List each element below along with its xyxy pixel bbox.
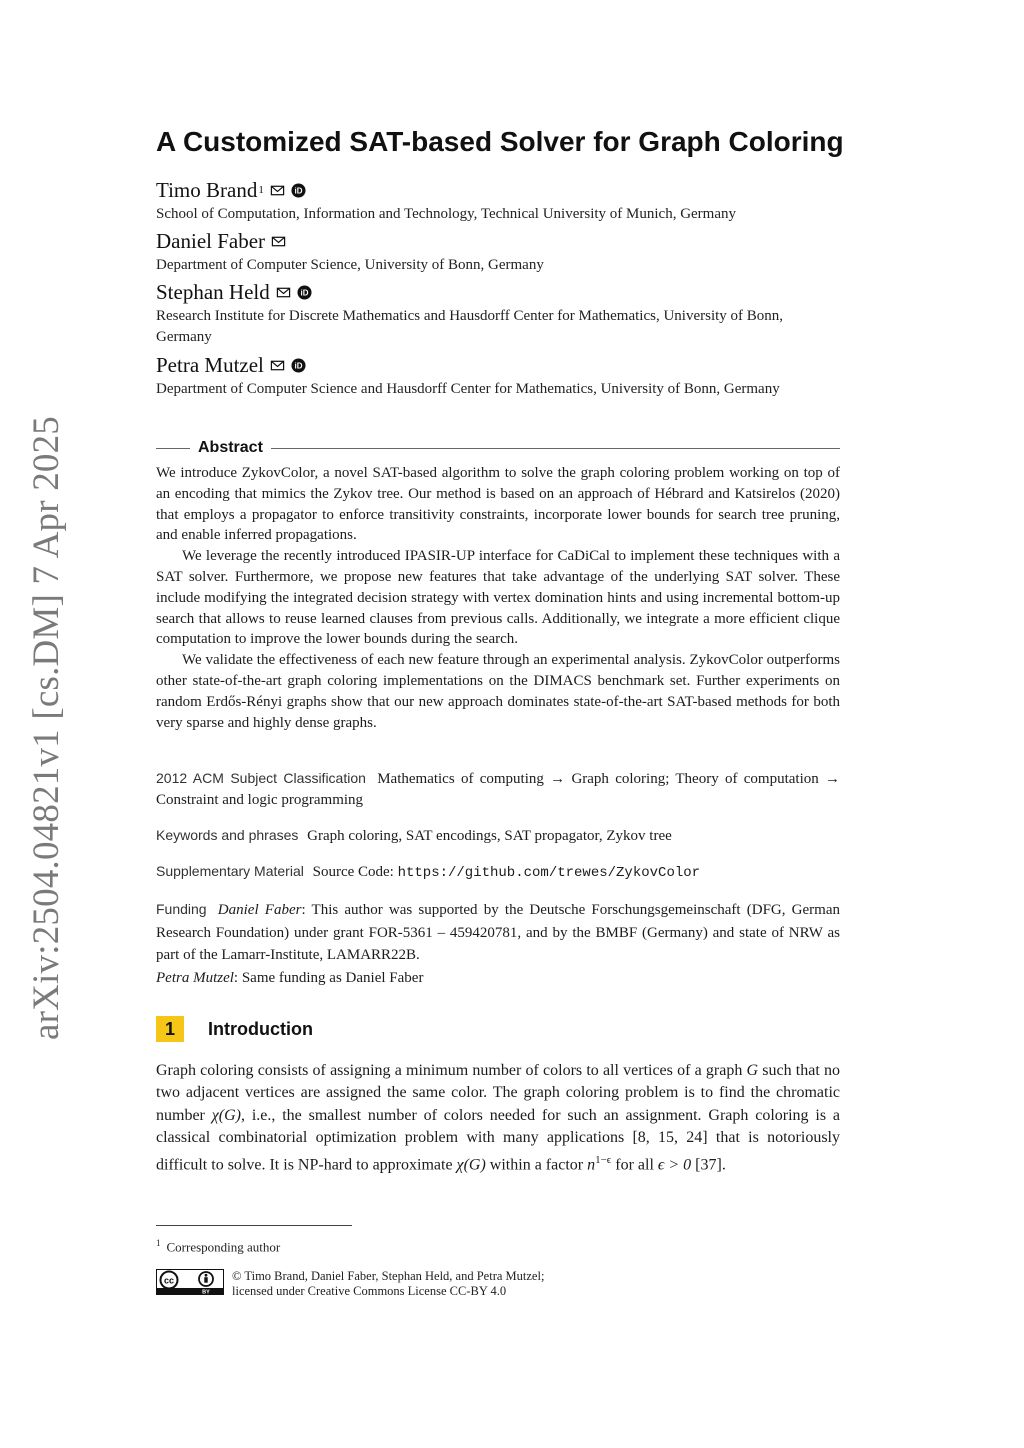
section-title: Introduction: [208, 1018, 313, 1039]
license-text: [232, 1269, 544, 1298]
math-chi: χ(G): [211, 1106, 241, 1124]
intro-text: Graph coloring consists of assigning a minimum number of colors to all vertices of a graph: [156, 1062, 747, 1079]
funding-text: : Same funding as Daniel Faber: [233, 969, 424, 986]
abstract-heading: [156, 438, 840, 458]
svg-text:iD: iD: [300, 288, 309, 298]
footnote-mark: 1: [156, 1238, 161, 1248]
intro-text: , i.e., the smallest number of colors needed for such an assignment. Graph coloring is a classical combinatorial optimization problem with many applications [8, 15, 24] that is notoriously difficult to solve. It is NP-hard to approximate: [156, 1106, 841, 1174]
author-name-line: [156, 178, 840, 202]
keywords: [156, 825, 840, 847]
math-n: n: [587, 1156, 596, 1174]
math-exponent: 1−ϵ: [595, 1154, 612, 1167]
email-icon[interactable]: [271, 234, 286, 249]
footnote-rule: [156, 1225, 352, 1226]
license-copyright: © Timo Brand, Daniel Faber, Stephan Held, and Petra Mutzel;: [232, 1269, 545, 1283]
orcid-icon[interactable]: [297, 285, 312, 300]
section-number-badge: 1: [156, 1016, 184, 1042]
funding-name: Daniel Faber: [217, 902, 302, 918]
intro-text: [37].: [691, 1156, 726, 1174]
abstract-body: [156, 463, 840, 733]
orcid-icon[interactable]: [291, 183, 306, 198]
footnote: [156, 1238, 280, 1255]
svg-text:iD: iD: [294, 186, 303, 196]
paper-title: A Customized SAT-based Solver for Graph Coloring: [156, 126, 844, 157]
abstract-paragraph: We validate the effectiveness of each new feature through an experimental analysis. ZykovColor outperforms other state-of-the-art graph coloring implementations on the DIMACS benchmark set. Further experiments on random Erdős-Rényi graphs show that our new approach dominates state-of-the-art SAT-based methods for both very sparse and highly dense graphs.: [156, 652, 840, 731]
author-affiliation: School of Computation, Information and Technology, Technical University of Munich, Germany: [156, 206, 737, 222]
author-block: [156, 353, 840, 400]
acm-label: 2012 ACM Subject Classification: [156, 770, 366, 786]
author-name: Daniel Faber: [156, 228, 266, 253]
intro-text: within a factor: [485, 1156, 588, 1174]
funding: [156, 898, 840, 989]
section-heading: [156, 1016, 313, 1042]
orcid-icon[interactable]: [291, 358, 306, 373]
license-badge-text: BY: [202, 1289, 210, 1295]
supplementary-prefix: Source Code:: [312, 864, 394, 880]
author-affiliation: Department of Computer Science, University of Bonn, Germany: [156, 257, 544, 273]
author-block: [156, 229, 840, 276]
author-name: Petra Mutzel: [156, 352, 264, 377]
introduction-paragraph: [156, 1060, 840, 1177]
source-code-link[interactable]: https://github.com/trewes/ZykovColor: [397, 865, 701, 881]
math-chi: χ(G): [456, 1156, 486, 1174]
author-name: Stephan Held: [156, 279, 270, 304]
supplementary-label: Supplementary Material: [156, 863, 304, 879]
license-block: [156, 1269, 544, 1298]
svg-text:cc: cc: [163, 1275, 175, 1286]
abstract-label: Abstract: [198, 439, 263, 456]
email-icon[interactable]: [270, 358, 285, 373]
license-terms: licensed under Creative Commons License CC-BY 4.0: [232, 1283, 507, 1298]
cc-by-license-icon[interactable]: [156, 1269, 224, 1295]
email-icon[interactable]: [276, 285, 291, 300]
abstract-paragraph: We introduce ZykovColor, a novel SAT-based algorithm to solve the graph coloring problem working on top of an encoding that mimics the Zykov tree. Our method is based on an approach of Hébrard and Katsirelos (2020) that employs a propagator to enforce transitivity constraints, incorporate lower bounds for search tree pruning, and enable inferred propagations.: [156, 465, 840, 544]
keywords-label: Keywords and phrases: [156, 827, 299, 843]
author-name-line: [156, 280, 840, 304]
author-affiliation: Research Institute for Discrete Mathematics and Hausdorff Center for Mathematics, University of Bonn, Germany: [156, 308, 784, 345]
intro-text: for all: [611, 1156, 658, 1174]
supplementary-material: [156, 861, 840, 884]
acm-classification: [156, 768, 840, 811]
footnote-text: Corresponding author: [166, 1239, 281, 1255]
email-icon[interactable]: [270, 183, 285, 198]
heading-rule: [271, 448, 840, 449]
acm-text: Mathematics of computing → Graph coloring; Theory of computation → Constraint and logic programming: [156, 771, 841, 808]
author-name: Timo Brand: [156, 177, 258, 202]
funding-label: Funding: [156, 901, 207, 917]
author-affiliation: Department of Computer Science and Hausdorff Center for Mathematics, University of Bonn, Germany: [156, 381, 780, 397]
funding-text: : This author was supported by the Deutsche Forschungsgemeinschaft (DFG, German Research Foundation) under grant FOR-5361 – 459420781, and by the BMBF (Germany) and state of NRW as part of the Lamarr-Institute, LAMARR22B.: [156, 902, 840, 963]
author-name-line: [156, 353, 840, 377]
funding-name: Petra Mutzel: [156, 969, 234, 986]
arxiv-identifier-stamp: arXiv:2504.04821v1 [cs.DM] 7 Apr 2025: [26, 415, 67, 1040]
math-g: G: [746, 1062, 759, 1079]
footnote-mark: 1: [258, 184, 264, 196]
math-epsilon: ϵ > 0: [657, 1156, 692, 1174]
author-block: [156, 178, 840, 225]
heading-rule: [156, 448, 190, 449]
abstract-paragraph: We leverage the recently introduced IPASIR-UP interface for CaDiCal to implement these techniques with a SAT solver. Furthermore, we propose new features that take advantage of the underlying SAT solver. These include modifying the integrated decision strategy with vertex domination hints and using incremental bottom-up search that allows to reuse learned clauses from previous calls. Additionally, we integrate a more efficient clique computation to improve the lower bounds during the search.: [156, 548, 840, 648]
author-block: [156, 280, 840, 348]
keywords-text: Graph coloring, SAT encodings, SAT propagator, Zykov tree: [307, 828, 672, 844]
svg-text:iD: iD: [294, 361, 303, 371]
author-name-line: [156, 229, 840, 253]
intro-text: such that no two adjacent vertices are assigned the same color. The graph coloring problem is to find the chromatic number: [156, 1062, 840, 1124]
